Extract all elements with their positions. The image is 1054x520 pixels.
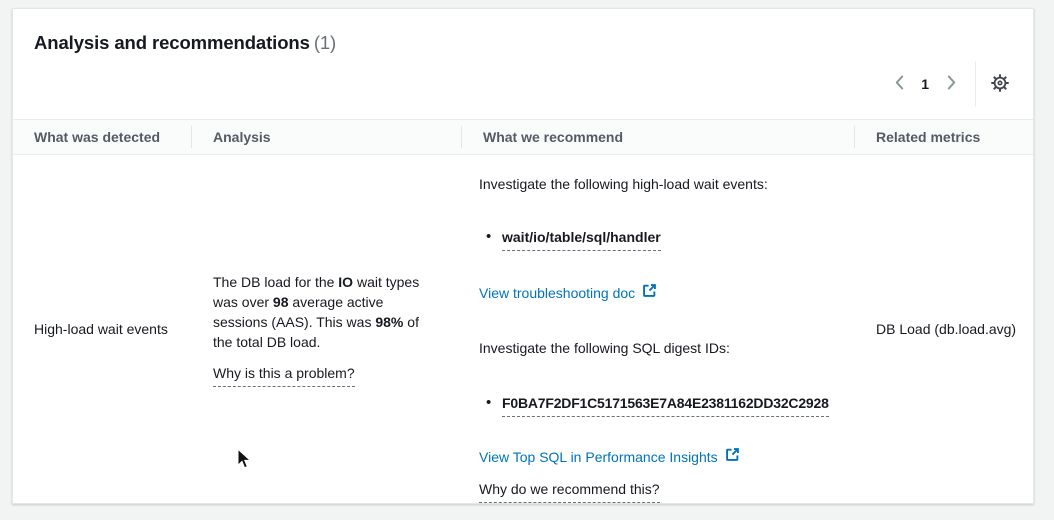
panel-header [13,9,1033,119]
result-count-badge: (1) [313,32,337,53]
wait-events-intro: Investigate the following high-load wait events: [479,176,768,192]
wait-events-list [479,229,842,251]
page-title [34,32,336,54]
next-page-button[interactable] [938,71,964,97]
settings-button[interactable] [987,71,1013,97]
analysis-cell [191,155,461,504]
current-page-number[interactable]: 1 [921,76,929,92]
analysis-recommendations-panel [12,8,1034,504]
view-top-sql-link[interactable]: View Top SQL in Performance Insights [479,447,740,467]
previous-page-button[interactable] [886,71,912,97]
troubleshooting-link-row [479,283,842,303]
table-row [13,155,1033,504]
chevron-left-icon [895,75,904,93]
column-header-related-metrics: Related metrics [854,120,1033,155]
column-header-what-we-recommend: What we recommend [461,120,854,155]
panel-title-text: Analysis and recommendations [34,32,310,53]
detected-value: High-load wait events [34,321,168,337]
recommend-cell [461,155,854,504]
external-link-icon [642,283,657,303]
pagination-controls [886,69,1013,99]
top-sql-link-row [479,447,842,467]
recommendations-table [13,119,1033,503]
external-link-icon [725,447,740,467]
sql-digest-id-trigger[interactable]: F0BA7F2DF1C5171563E7A84E2381162DD32C2928 [502,395,829,417]
view-troubleshooting-doc-link[interactable]: View troubleshooting doc [479,283,657,303]
why-is-this-a-problem-trigger[interactable]: Why is this a problem? [213,365,355,387]
analysis-text: The DB load for the IO wait types was over 98 average active sessions (AAS). This was 98% of the total DB load. [213,273,420,350]
why-do-we-recommend-trigger[interactable]: Why do we recommend this? [479,481,660,503]
table-header-row [13,120,1033,155]
list-item [479,229,842,251]
column-header-analysis: Analysis [191,120,461,155]
list-item [479,395,842,417]
controls-divider [975,61,976,107]
related-metric-value: DB Load (db.load.avg) [876,321,1017,337]
sql-digest-intro: Investigate the following SQL digest IDs: [479,340,730,356]
wait-event-trigger[interactable]: wait/io/table/sql/handler [502,229,661,251]
detected-cell [13,155,191,504]
column-header-what-was-detected: What was detected [13,120,191,155]
related-metrics-cell [854,155,1033,504]
chevron-right-icon [947,75,956,93]
gear-icon [990,73,1010,96]
sql-digest-list [479,395,842,417]
